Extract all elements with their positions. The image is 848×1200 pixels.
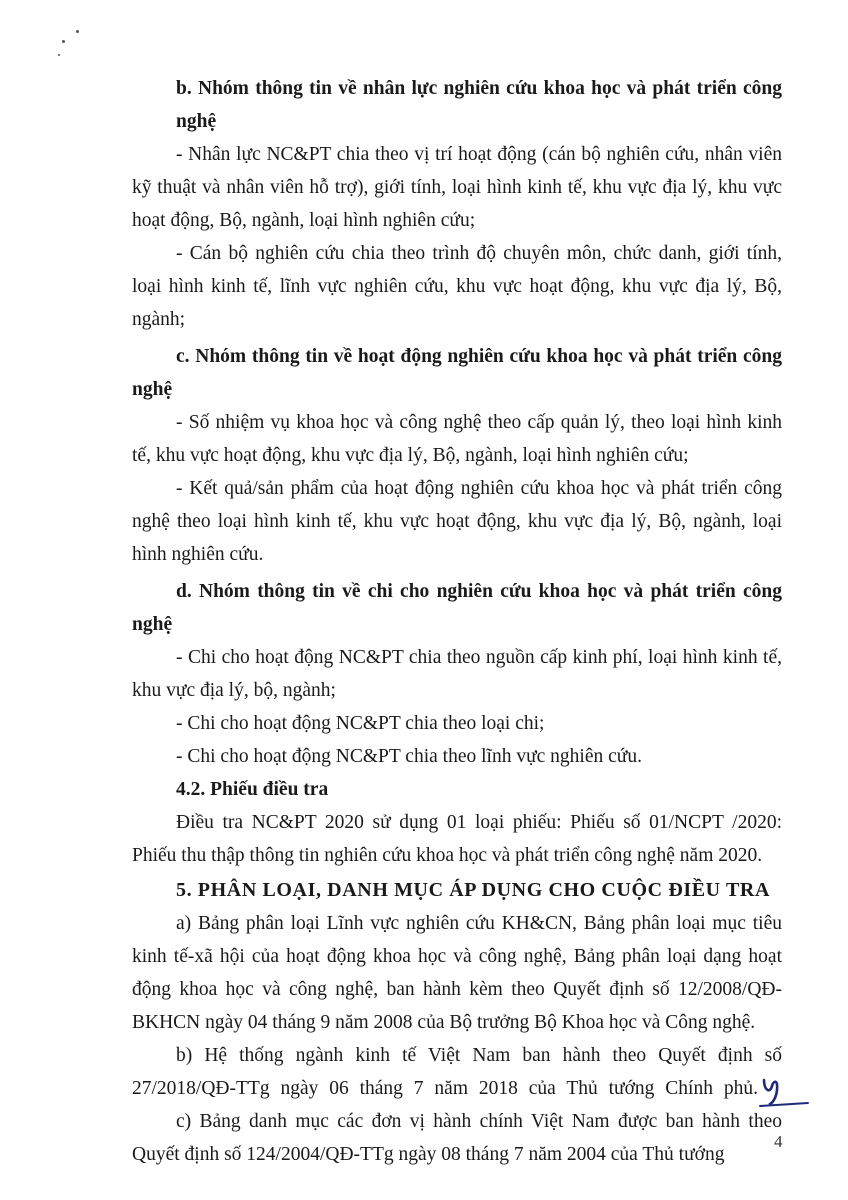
section-b-heading: b. Nhóm thông tin về nhân lực nghiên cứu khoa học và phát triển công nghệ [176,78,782,132]
document-body [132,72,782,1171]
section-b-item-1: - Nhân lực NC&PT chia theo vị trí hoạt động (cán bộ nghiên cứu, nhân viên kỹ thuật và nhân viên hỗ trợ), giới tính, loại hình kinh tế, khu vực địa lý, khu vực hoạt động, Bộ, ngành, loại hình nghiên cứu; [132,144,782,231]
section-5-item-b: b) Hệ thống ngành kinh tế Việt Nam ban hành theo Quyết định số 27/2018/QĐ-TTg ngày 06 tháng 7 năm 2018 của Thủ tướng Chính phủ. [132,1045,782,1099]
scan-artifact [56,26,86,66]
section-d-item-1: - Chi cho hoạt động NC&PT chia theo nguồn cấp kinh phí, loại hình kinh tế, khu vực địa lý, bộ, ngành; [132,647,782,701]
section-4-2-text: Điều tra NC&PT 2020 sử dụng 01 loại phiếu: Phiếu số 01/NCPT /2020: Phiếu thu thập thông tin nghiên cứu khoa học và phát triển công nghệ năm 2020. [132,812,782,866]
page-number: 4 [774,1132,783,1151]
section-5-item-c: c) Bảng danh mục các đơn vị hành chính Việt Nam được ban hành theo Quyết định số 124/2004/QĐ-TTg ngày 08 tháng 7 năm 2004 của Thủ tướng [132,1111,782,1165]
handwritten-initials [752,1072,812,1112]
section-c-item-1: - Số nhiệm vụ khoa học và công nghệ theo cấp quản lý, theo loại hình kinh tế, khu vực hoạt động, khu vực địa lý, Bộ, ngành, loại hình nghiên cứu; [132,412,782,466]
section-c-item-2: - Kết quả/sản phẩm của hoạt động nghiên cứu khoa học và phát triển công nghệ theo loại hình kinh tế, khu vực hoạt động, khu vực địa lý, Bộ, ngành, loại hình nghiên cứu. [132,478,782,565]
section-5-item-a: a) Bảng phân loại Lĩnh vực nghiên cứu KH&CN, Bảng phân loại mục tiêu kinh tế-xã hội của hoạt động khoa học và công nghệ, Bảng phân loại dạng hoạt động khoa học và công nghệ, ban hành kèm theo Quyết định số 12/2008/QĐ-BKHCN ngày 04 tháng 9 năm 2008 của Bộ trưởng Bộ Khoa học và Công nghệ. [132,913,782,1033]
section-d-heading: d. Nhóm thông tin về chi cho nghiên cứu khoa học và phát triển công nghệ [132,581,782,635]
section-b-item-2: - Cán bộ nghiên cứu chia theo trình độ chuyên môn, chức danh, giới tính, loại hình kinh tế, lĩnh vực nghiên cứu, khu vực hoạt động, khu vực địa lý, Bộ, ngành; [132,243,782,330]
section-c-heading: c. Nhóm thông tin về hoạt động nghiên cứu khoa học và phát triển công nghệ [132,346,782,400]
section-d-item-2: - Chi cho hoạt động NC&PT chia theo loại chi; [176,713,545,734]
section-4-2-heading: 4.2. Phiếu điều tra [176,779,329,800]
section-d-item-3: - Chi cho hoạt động NC&PT chia theo lĩnh vực nghiên cứu. [176,746,642,767]
section-5-heading: 5. PHÂN LOẠI, DANH MỤC ÁP DỤNG CHO CUỘC ĐIỀU TRA [176,879,770,901]
